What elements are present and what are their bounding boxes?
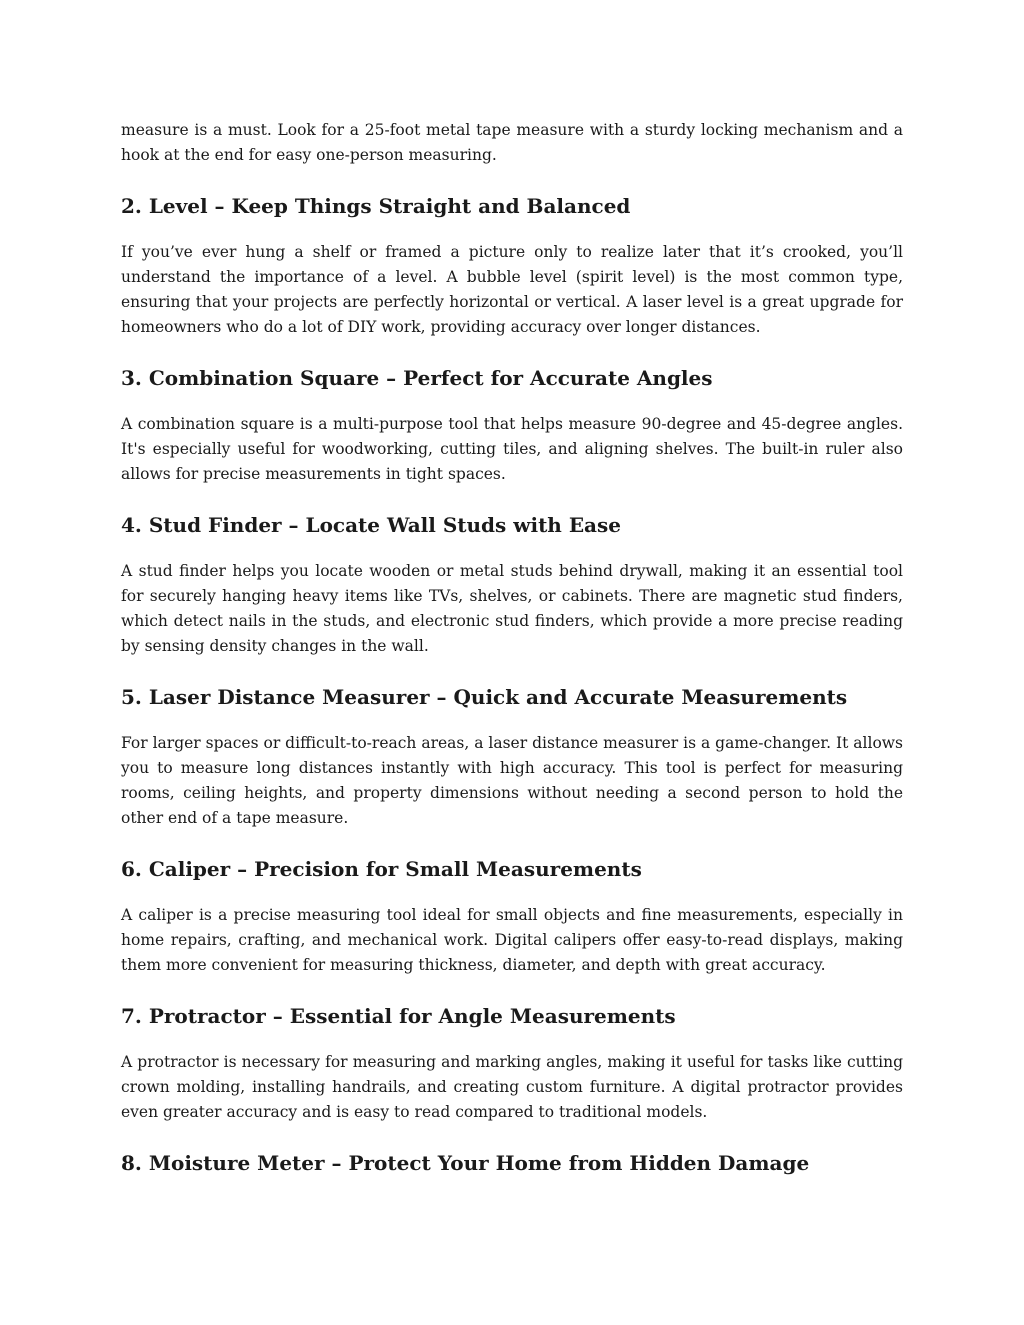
section-body: A combination square is a multi-purpose tool that helps measure 90-degree and 45-degree angles. It's especially useful for woodworking, cutting tiles, and aligning shelves. The built-in ruler also allows for precise measurements in tight spaces. (121, 415, 903, 483)
section-body: For larger spaces or difficult-to-reach areas, a laser distance measurer is a game-changer. It allows you to measure long distances instantly with high accuracy. This tool is perfect for measuring rooms, ceiling heights, and property dimensions without needing a second person to hold the other end of a tape measure. (121, 734, 903, 827)
section-heading: 8. Moisture Meter – Protect Your Home from Hidden Damage (121, 1151, 810, 1175)
section-heading: 3. Combination Square – Perfect for Accurate Angles (121, 366, 713, 390)
section-body: A stud finder helps you locate wooden or metal studs behind drywall, making it an essential tool for securely hanging heavy items like TVs, shelves, or cabinets. There are magnetic stud finders, which detect nails in the studs, and electronic stud finders, which provide a more precise reading by sensing density changes in the wall. (121, 562, 903, 655)
document-page (121, 118, 903, 1197)
section-heading: 7. Protractor – Essential for Angle Measurements (121, 1004, 676, 1028)
section-heading: 2. Level – Keep Things Straight and Balanced (121, 194, 631, 218)
section-combination-square (121, 364, 903, 487)
section-heading: 5. Laser Distance Measurer – Quick and Accurate Measurements (121, 685, 848, 709)
section-caliper (121, 855, 903, 978)
intro-paragraph: measure is a must. Look for a 25-foot metal tape measure with a sturdy locking mechanism and a hook at the end for easy one-person measuring. (121, 121, 903, 164)
section-moisture-meter (121, 1149, 903, 1177)
section-body: If you’ve ever hung a shelf or framed a picture only to realize later that it’s crooked, you’ll understand the importance of a level. A bubble level (spirit level) is the most common type, ensuring that your projects are perfectly horizontal or vertical. A laser level is a great upgrade for homeowners who do a lot of DIY work, providing accuracy over longer distances. (121, 243, 903, 336)
section-laser-distance-measurer (121, 683, 903, 831)
section-body: A caliper is a precise measuring tool ideal for small objects and fine measurements, especially in home repairs, crafting, and mechanical work. Digital calipers offer easy-to-read displays, making them more convenient for measuring thickness, diameter, and depth with great accuracy. (121, 906, 903, 974)
section-heading: 6. Caliper – Precision for Small Measurements (121, 857, 642, 881)
section-protractor (121, 1002, 903, 1125)
section-stud-finder (121, 511, 903, 659)
section-level (121, 192, 903, 340)
section-heading: 4. Stud Finder – Locate Wall Studs with Ease (121, 513, 621, 537)
section-body: A protractor is necessary for measuring and marking angles, making it useful for tasks like cutting crown molding, installing handrails, and creating custom furniture. A digital protractor provides even greater accuracy and is easy to read compared to traditional models. (121, 1053, 903, 1121)
